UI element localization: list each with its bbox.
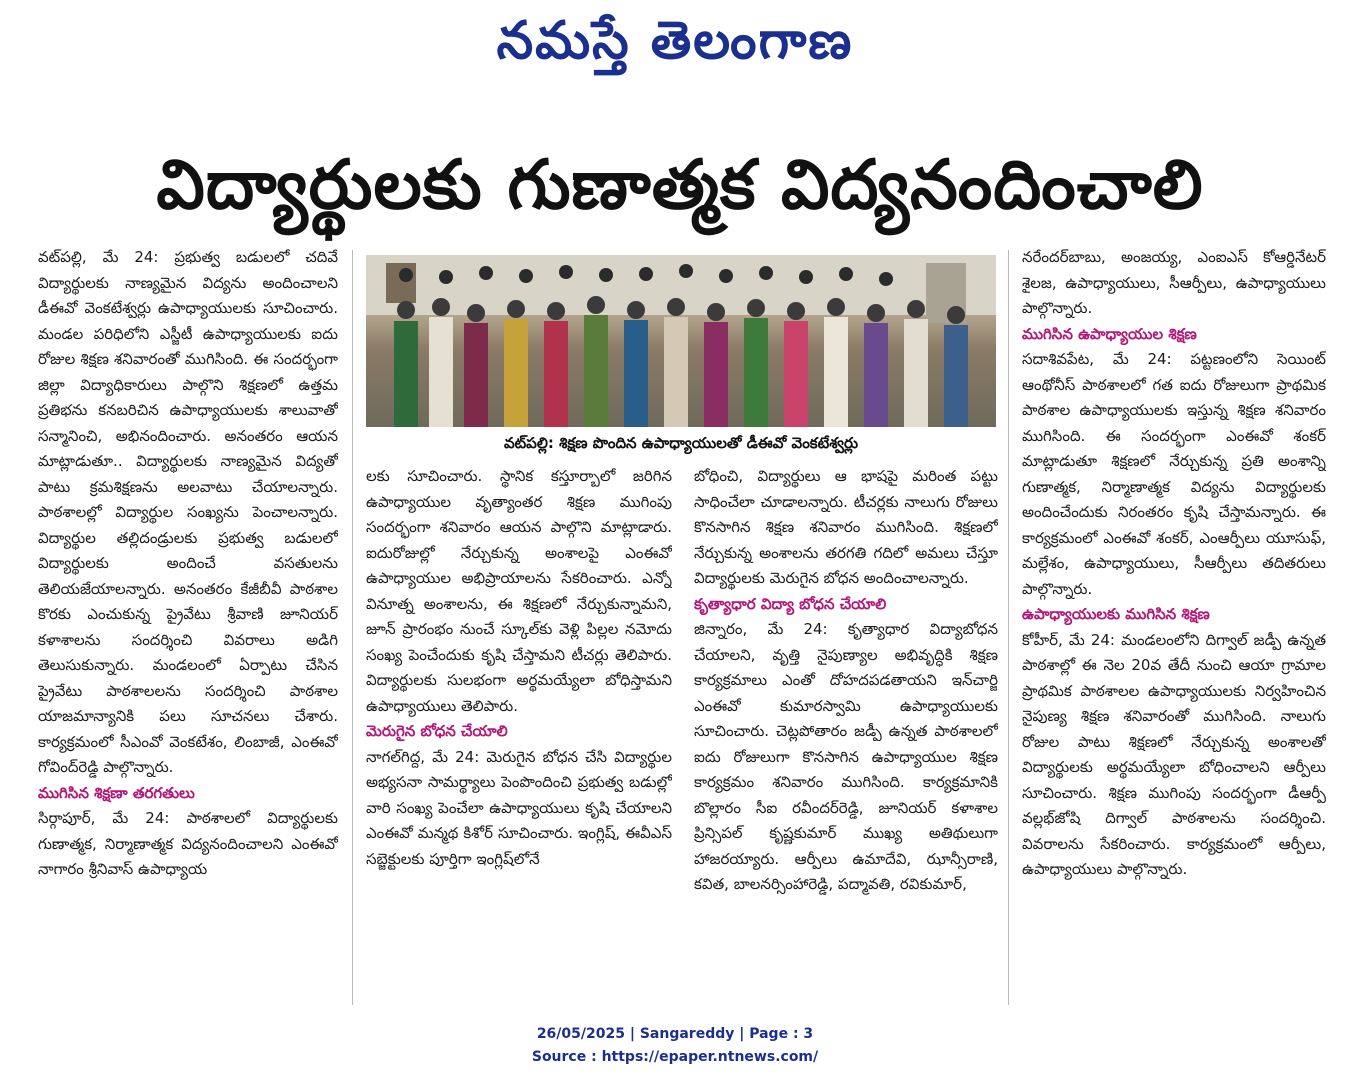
paragraph: సదాశివపేట, మే 24: పట్టణంలోని సెయింట్ ఆంథోనీస్ పాఠశాలలో గత ఐదు రోజులుగా ప్రాథమిక పాఠశాల ఉపాధ్యాయులకు ఇస్తున్న శిక్షణ శనివారం ముగిసింది. ఈ సందర్భంగా ఎంఈవో శంకర్ మాట్లాడుతూ శిక్షణలో నేర్చుకున్న ప్రతి అంశాన్ని గుణాత్మక, నిర్మాణాత్మక విద్యను విద్యార్థులకు అందించేందుకు నిరంతరం కృషి చేస్తామన్నారు. ఈ కార్యక్రమంలో ఎంఈవో శంకర్, ఎంఆర్పీలు యూసుఫ్, మల్లేశం, ఉపాధ్యాయులు, సీఆర్పీలు తదితరులు పాల్గొన్నారు. — [1022, 350, 1326, 598]
subheading: కృత్యాధార విద్యా బోధన చేయాలి — [694, 594, 887, 613]
column-divider — [1008, 250, 1009, 1005]
article-column-1 — [38, 245, 338, 1005]
paragraph: బోధించి, విద్యార్థులు ఆ భాషపై మరింత పట్టు సాధించేలా చూడాలన్నారు. టీచర్లకు నాలుగు రోజులు కొనసాగిన శిక్షణ శనివారం ముగిసింది. శిక్షణలో నేర్చుకున్న అంశాలను తరగతి గదిలో అమలు చేస్తూ విద్యార్థులకు మెరుగైన బోధన అందించాలన్నారు. — [694, 467, 998, 587]
subheading: ఉపాధ్యాయులకు ముగిసిన శిక్షణ — [1022, 605, 1210, 623]
photo-caption: వట్‌పల్లి: శిక్షణ పొందిన ఉపాధ్యాయులతో డీఈవో వెంకటేశ్వర్లు — [366, 428, 996, 458]
paragraph: కోహీర్, మే 24: మండలంలోని దిగ్వాల్ జడ్పీ ఉన్నత పాఠశాల్లో ఈ నెల 20వ తేదీ నుంచి ఆయా గ్రామాల ప్రాథమిక పాఠశాలల ఉపాధ్యాయులకు నిర్వహించిన నైపుణ్య శిక్షణ శనివారంతో ముగిసింది. నాలుగు రోజుల పాటు శిక్షణలో నేర్చుకున్న అంశాలతో విద్యార్థులకు అర్థమయ్యేలా బోధించాలని ఆర్పీలు సూచించారు. శిక్షణ ముగింపు సందర్భంగా డీఆర్పీ వల్లభ్‌జోషి దిగ్వాల్ పాఠశాలను సందర్శించి. వివరాలను సేకరించారు. కార్యక్రమంలో ఆర్పీలు, ఉపాధ్యాయులు పాల్గొన్నారు. — [1022, 630, 1326, 878]
paragraph: నాగల్‌గిద్ద, మే 24: మెరుగైన బోధన చేసి విద్యార్థుల అభ్యసనా సామర్థ్యాలు పెంపొందించి ప్రభుత్వ బడుల్లో వారి సంఖ్య పెంచేలా ఉపాధ్యాయులు కృషి చేయాలని ఎంఈవో మన్మథ కిశోర్ సూచించారు. ఇంగ్లిష్, ఈవీఎస్ సబ్జెక్టులకు పూర్తిగా ఇంగ్లిష్‌లోనే — [366, 747, 672, 868]
footer-source: Source : https://epaper.ntnews.com/ — [531, 1049, 819, 1065]
article-column-2 — [366, 464, 672, 1004]
paragraph: సిర్గాపూర్, మే 24: పాఠశాలలో విద్యార్థులకు గుణాత్మక, నిర్మాణాత్మక విద్యనందించాలని ఎంఈవో నాగారం శ్రీనివాస్ ఉపాధ్యాయ — [38, 809, 338, 878]
article-column-3 — [694, 464, 998, 1004]
article-headline: విద్యార్థులకు గుణాత్మక విద్యనందించాలి — [156, 146, 1204, 225]
paragraph: వట్‌పల్లి, మే 24: ప్రభుత్వ బడులలో చదివే విద్యార్థులకు నాణ్యమైన విద్యను అందించాలని డీఈవో వెంకటేశ్వర్లు ఉపాధ్యాయులకు సూచించారు. మండల పరిధిలోని ఎస్జీటీ ఉపాధ్యాయులకు ఐదు రోజుల శిక్షణ శనివారంతో ముగిసింది. ఈ సందర్భంగా జిల్లా విద్యాధికారులు పాల్గొని శిక్షణలో ఉత్తమ ప్రతిభను కనబరిచిన ఉపాధ్యాయులకు శాలువాతో సన్మానించి, అభినందించారు. అనంతరం ఆయన మాట్లాడుతూ.. విద్యార్థులకు నాణ్యమైన విద్యతో పాటు క్రమశిక్షణను అలవాటు చేయాలన్నారు. పాఠశాలల్లో విద్యార్థుల సంఖ్యను పెంచాలన్నారు. విద్యార్థుల తల్లిదండ్రులకు ప్రభుత్వ బడులలో విద్యార్థులకు అందించే వసతులను తెలియజేయాలన్నారు. అనంతరం కేజీబీవీ పాఠశాల కొరకు ఎంచుకున్న ప్రైవేటు శ్రీవాణి జూనియర్ కళాశాలను సందర్శించి వివరాలు అడిగి తెలుసుకున్నారు. మండలంలో ఏర్పాటు చేసిన ప్రైవేటు పాఠశాలలను సందర్శించి పాఠశాల యాజమాన్యానికి పలు సూచనలు చేశారు. కార్యక్రమంలో సీఎంవో వెంకటేశం, లింబాజీ, ఎంఈవో గోవింద్‌రెడ్డి పాల్గొన్నారు. — [38, 248, 338, 776]
group-photo — [366, 255, 996, 427]
subheading: ముగిసిన ఉపాధ్యాయుల శిక్షణ — [1022, 324, 1197, 343]
paragraph: నరేందర్‌బాబు, అంజయ్య, ఎంఐఎస్ కోఆర్డినేటర్ శైలజ, ఉపాధ్యాయులు, సీఆర్పీలు, ఉపాధ్యాయులు పాల్గొన్నారు. — [1022, 248, 1326, 317]
paragraph: లకు సూచించారు. స్థానిక కస్తూర్బాలో జరిగిన ఉపాధ్యాయుల వృత్యాంతర శిక్షణ ముగింపు సందర్భంగా శనివారం ఆయన పాల్గొని మాట్లాడారు. ఐదురోజుల్లో నేర్చుకున్న అంశాలపై ఎంఈవో ఉపాధ్యాయుల అభిప్రాయాలను సేకరించారు. ఎన్నో వినూత్న అంశాలను, ఈ శిక్షణలో నేర్చుకున్నామని, జూన్ ప్రారంభం నుంచే స్కూల్‌కు వెళ్లి పిల్లల నమోదు సంఖ్య పెంచేందుకు కృషి చేస్తామని టీచర్లు తెలిపారు. విద్యార్థులకు సులభంగా అర్థమయ్యేలా బోధిస్తామని ఉపాధ్యాయులు తెలిపారు. — [366, 467, 672, 715]
masthead-logo: నమస్తే తెలంగాణ — [496, 11, 854, 71]
subheading: మెరుగైన బోధన చేయాలి — [366, 722, 508, 740]
footer-date-page: 26/05/2025 | Sangareddy | Page : 3 — [536, 1026, 814, 1042]
column-divider — [352, 250, 353, 1005]
article-column-4 — [1022, 245, 1326, 1005]
subheading: ముగిసిన శిక్షణా తరగతులు — [38, 783, 195, 802]
paragraph: జిన్నారం, మే 24: కృత్యాధార విద్యాబోధన చేయాలని, వృత్తి నైపుణ్యాల అభివృద్ధికి శిక్షణ కార్యక్రమాలు ఎంతో దోహదపడతాయని ఇన్‌చార్జి ఎంఈవో కుమారస్వామి ఉపాధ్యాయులకు సూచించారు. చెట్లపోతారం జడ్పీ ఉన్నత పాఠశాలలో ఐదు రోజులుగా కొనసాగిన ఉపాధ్యాయుల శిక్షణ కార్యక్రమం శనివారం ముగిసింది. కార్యక్రమానికి బొల్లారం సీఐ రవీందర్‌రెడ్డి, జూనియర్ కళాశాల ప్రిన్సిపల్ కృష్ణకుమార్ ముఖ్య అతిథులుగా హాజరయ్యారు. ఆర్పీలు ఉమాదేవి, ఝాన్సీరాణి, కవిత, బాలనర్సింహారెడ్డి, పద్మావతి, రవికుమార్, — [694, 620, 998, 893]
